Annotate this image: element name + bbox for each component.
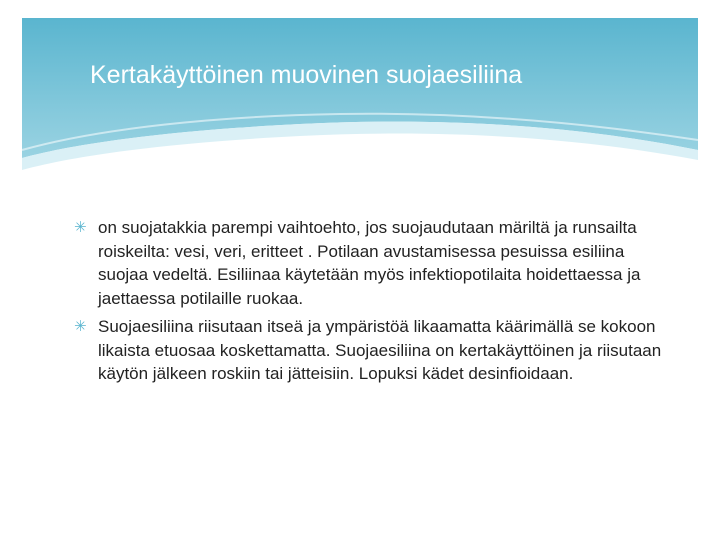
asterisk-bullet-icon: ✳: [74, 318, 87, 335]
bullet-text: Suojaesiliina riisutaan itseä ja ympäristöä likaamatta käärimällä se kokoon likaista etuosaa koskettamatta. Suojaesiliina on kertakäyttöinen ja riisutaan käytön jälkeen roskiin tai jätteisiin. Lopuksi kädet desinfioidaan.: [98, 317, 662, 383]
asterisk-bullet-icon: ✳: [74, 219, 87, 236]
bullet-list: [74, 216, 674, 391]
list-item: [74, 216, 674, 310]
list-item: [74, 315, 674, 386]
slide-title: Kertakäyttöinen muovinen suojaesiliina: [90, 61, 523, 89]
header-banner: [0, 0, 720, 200]
bullet-text: on suojatakkia parempi vaihtoehto, jos suojaudutaan märiltä ja runsailta roiskeilta: vesi, veri, eritteet . Potilaan avustamisessa pesuissa esiliina suojaa vedeltä. Esiliinaa käytetään myös infektiopotilaita hoidettaessa ja jaettaessa potilaille ruokaa.: [98, 218, 641, 308]
